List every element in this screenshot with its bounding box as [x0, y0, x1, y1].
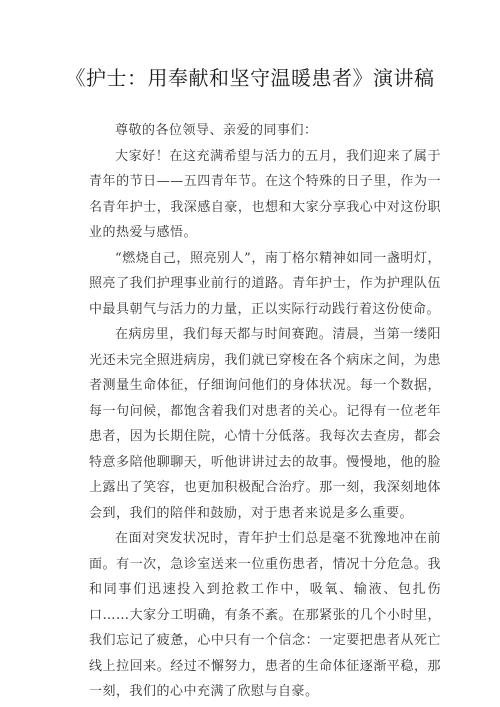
body-paragraph: “燃烧自己，照亮别人”，南丁格尔精神如同一盏明灯，照亮了我们护理事业前行的道路。青年护士，作为护理队伍中最具朝气与活力的力量，正以实际行动践行着这份使命。 — [89, 250, 441, 317]
body-paragraph: 在面对突发状况时，青年护士们总是毫不犹豫地冲在前面。有一次，急诊室送来一位重伤患者，情况十分危急。我和同事们迅速投入到抢救工作中，吸氧、输液、包扎伤口……大家分工明确，有条不紊。在那紧张的几个小时里，我们忘记了疲惫，心中只有一个信念：一定要把患者从死亡线上拉回来。经过不懈努力，患者的生命体征逐渐平稳，那一刻，我们的心中充满了欣慰与自豪。 — [89, 531, 441, 699]
salutation-paragraph: 尊敬的各位领导、亲爱的同事们： — [115, 123, 318, 138]
body-paragraph: 在病房里，我们每天都与时间赛跑。清晨，当第一缕阳光还未完全照进病房，我们就已穿梭在各个病床之间，为患者测量生命体征，仔细询问他们的身体状况。每一个数据，每一句问候，都饱含着我们对患者的关心。记得有一位老年患者，因为长期住院，心情十分低落。我每次去查房，都会特意多陪他聊聊天，听他讲讲过去的故事。慢慢地，他的脸上露出了笑容，也更加积极配合治疗。那一刻，我深刻地体会到，我们的陪伴和鼓励，对于患者来说是多么重要。 — [89, 327, 441, 521]
body-paragraph: 大家好！在这充满希望与活力的五月，我们迎来了属于青年的节日——五四青年节。在这个特殊的日子里，作为一名青年护士，我深感自豪，也想和大家分享我心中对这份职业的热爱与感悟。 — [89, 148, 441, 240]
document-body — [89, 118, 441, 705]
document-title: 《护士：用奉献和坚守温暖患者》演讲稿 — [65, 66, 435, 90]
